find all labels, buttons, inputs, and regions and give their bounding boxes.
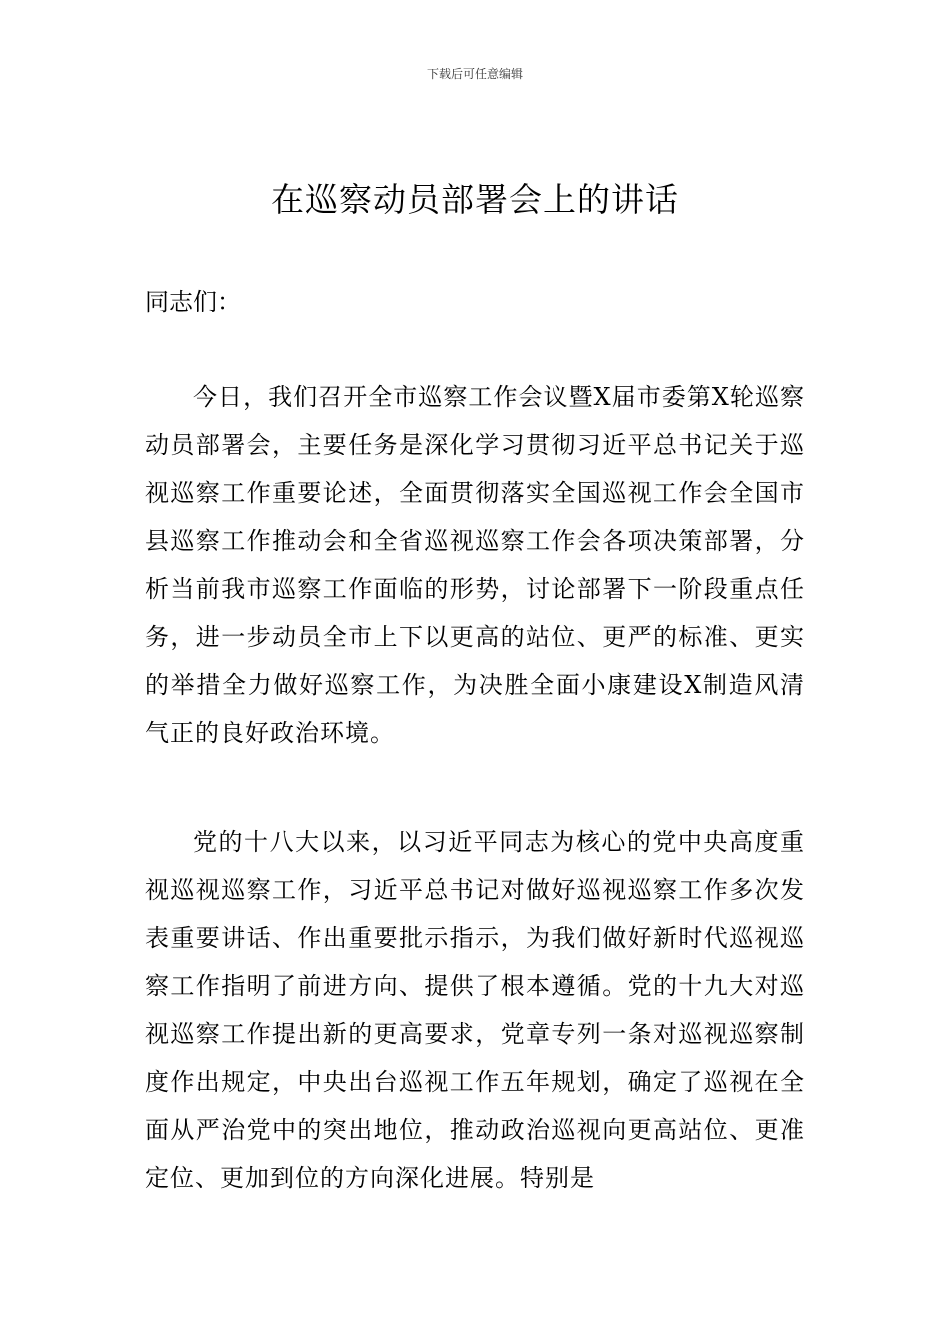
salutation: 同志们： [145,288,241,316]
body-paragraph-2: 党的十八大以来，以习近平同志为核心的党中央高度重视巡视巡察工作，习近平总书记对做好巡视巡察工作多次发表重要讲话、作出重要批示指示，为我们做好新时代巡视巡察工作指明了前进方向、提供了根本遵循。党的十九大对巡视巡察工作提出新的更高要求，党章专列一条对巡视巡察制度作出规定，中央出台巡视工作五年规划，确定了巡视在全面从严治党中的突出地位，推动政治巡视向更高站位、更准定位、更加到位的方向深化进展。特别是 [145,828,805,1192]
document-title: 在巡察动员部署会上的讲话 [271,180,679,219]
page-header-note: 下载后可任意编辑 [426,67,523,81]
body-paragraph-1: 今日，我们召开全市巡察工作会议暨X届市委第X轮巡察动员部署会，主要任务是深化学习贯彻习近平总书记关于巡视巡察工作重要论述，全面贯彻落实全国巡视工作会全国市县巡察工作推动会和全省巡视巡察工作会各项决策部署，分析当前我市巡察工作面临的形势，讨论部署下一阶段重点任务，进一步动员全市上下以更高的站位、更严的标准、更实的举措全力做好巡察工作，为决胜全面小康建设X制造风清气正的良好政治环境。 [145,383,805,747]
